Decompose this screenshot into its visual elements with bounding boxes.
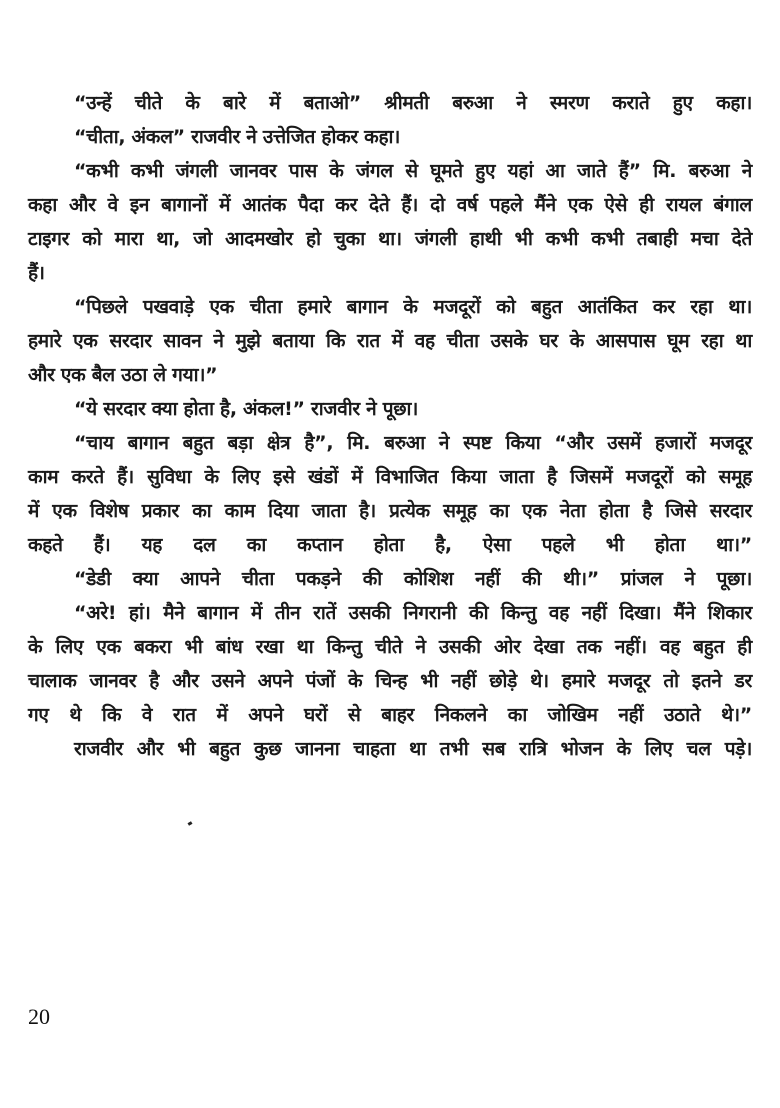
text-line: “पिछले पखवाड़े एक चीता हमारे बागान के मजदूरों को बहुत आतंकित कर रहा था। [74, 296, 752, 318]
text-line: “ये सरदार क्या होता है, अंकल!” राजवीर ने पूछा। [74, 398, 419, 420]
text-line: काम करते हैं। सुविधा के लिए इसे खंडों में विभाजित किया जाता है जिसमें मजदूरों को समूह [28, 466, 752, 488]
text-line: “चीता, अंकल” राजवीर ने उत्तेजित होकर कहा। [74, 126, 401, 148]
text-line: “उन्हें चीते के बारे में बताओ” श्रीमती बरुआ ने स्मरण कराते हुए कहा। [74, 92, 752, 114]
text-line: हमारे एक सरदार सावन ने मुझे बताया कि रात में वह चीता उसके घर के आसपास घूम रहा था [28, 330, 753, 352]
page-number: 20 [28, 1004, 50, 1029]
text-line: कहते हैं। यह दल का कप्तान होता है, ऐसा पहले भी होता था।” [28, 534, 752, 556]
text-line: हैं। [28, 262, 45, 284]
text-line: गए थे कि वे रात में अपने घरों से बाहर निकलने का जोखिम नहीं उठाते थे।” [28, 704, 752, 726]
text-line: “अरे! हां। मैने बागान में तीन रातें उसकी निगरानी की किन्तु वह नहीं दिखा। मैंने शिकार [74, 602, 752, 624]
text-line: चालाक जानवर है और उसने अपने पंजों के चिन्ह भी नहीं छोड़े थे। हमारे मजदूर तो इतने डर [28, 670, 752, 692]
text-line: में एक विशेष प्रकार का काम दिया जाता है। प्रत्येक समूह का एक नेता होता है जिसे सरदार [28, 500, 752, 522]
text-line: राजवीर और भी बहुत कुछ जानना चाहता था तभी सब रात्रि भोजन के लिए चल पड़े। [74, 738, 752, 760]
text-line: “चाय बागान बहुत बड़ा क्षेत्र है”, मि. बरुआ ने स्पष्ट किया “और उसमें हजारों मजदूर [74, 432, 752, 454]
text-line: कहा और वे इन बागानों में आतंक पैदा कर देते हैं। दो वर्ष पहले मैंने एक ऐसे ही रायल बंगाल [28, 194, 752, 216]
text-line: “डेडी क्या आपने चीता पकड़ने की कोशिश नहीं की थी।” प्रांजल ने पूछा। [74, 568, 752, 590]
page-body [28, 86, 752, 766]
text-line: “कभी कभी जंगली जानवर पास के जंगल से घूमते हुए यहां आ जाते हैं” मि. बरुआ ने [74, 160, 752, 182]
scan-speck [188, 821, 193, 826]
text-line: और एक बैल उठा ले गया।” [28, 364, 218, 386]
text-line: टाइगर को मारा था, जो आदमखोर हो चुका था। जंगली हाथी भी कभी कभी तबाही मचा देते [28, 228, 752, 250]
text-line: के लिए एक बकरा भी बांध रखा था किन्तु चीते ने उसकी ओर देखा तक नहीं। वह बहुत ही [28, 636, 752, 658]
